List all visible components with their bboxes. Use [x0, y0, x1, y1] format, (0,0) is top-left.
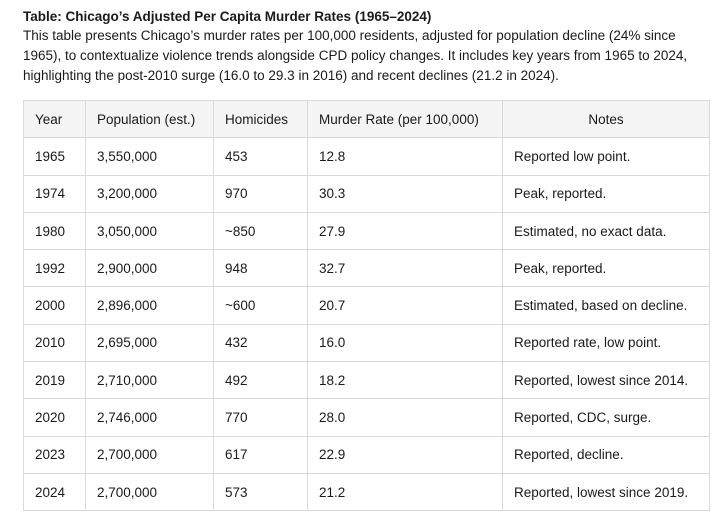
- table-title: Table: Chicago’s Adjusted Per Capita Murder Rates (1965–2024): [23, 9, 432, 24]
- cell-murder-rate: 27.9: [308, 212, 503, 249]
- cell-notes: Estimated, no exact data.: [503, 212, 710, 249]
- table-row: [24, 287, 710, 324]
- cell-year: 1992: [24, 250, 86, 287]
- table-row: [24, 138, 710, 175]
- header-population: Population (est.): [86, 101, 214, 138]
- cell-homicides: 617: [214, 436, 308, 473]
- cell-murder-rate: 32.7: [308, 250, 503, 287]
- cell-population: 3,550,000: [86, 138, 214, 175]
- table-row: [24, 324, 710, 361]
- cell-murder-rate: 21.2: [308, 473, 503, 510]
- cell-notes: Estimated, based on decline.: [503, 287, 710, 324]
- cell-population: 2,896,000: [86, 287, 214, 324]
- cell-notes: Peak, reported.: [503, 250, 710, 287]
- table-row: [24, 399, 710, 436]
- cell-population: 3,050,000: [86, 212, 214, 249]
- table-row: [24, 212, 710, 249]
- cell-population: 2,695,000: [86, 324, 214, 361]
- table-row: [24, 436, 710, 473]
- cell-population: 3,200,000: [86, 175, 214, 212]
- cell-year: 1974: [24, 175, 86, 212]
- cell-year: 2020: [24, 399, 86, 436]
- cell-population: 2,900,000: [86, 250, 214, 287]
- cell-homicides: 948: [214, 250, 308, 287]
- table-row: [24, 362, 710, 399]
- cell-notes: Reported rate, low point.: [503, 324, 710, 361]
- header-murder-rate: Murder Rate (per 100,000): [308, 101, 503, 138]
- cell-year: 1980: [24, 212, 86, 249]
- cell-murder-rate: 30.3: [308, 175, 503, 212]
- cell-murder-rate: 28.0: [308, 399, 503, 436]
- cell-population: 2,710,000: [86, 362, 214, 399]
- header-homicides: Homicides: [214, 101, 308, 138]
- cell-population: 2,746,000: [86, 399, 214, 436]
- cell-homicides: 453: [214, 138, 308, 175]
- murder-rate-table: [23, 100, 710, 511]
- cell-notes: Reported, CDC, surge.: [503, 399, 710, 436]
- cell-murder-rate: 20.7: [308, 287, 503, 324]
- cell-homicides: 432: [214, 324, 308, 361]
- cell-murder-rate: 18.2: [308, 362, 503, 399]
- cell-notes: Reported low point.: [503, 138, 710, 175]
- cell-year: 1965: [24, 138, 86, 175]
- table-description: This table presents Chicago’s murder rates per 100,000 residents, adjusted for population decline (24% since 1965), to contextualize violence trends alongside CPD policy changes. It includes key years from 1965 to 2024, highlighting the post-2010 surge (16.0 to 29.3 in 2016) and recent declines (21.2 in 2024).: [23, 28, 688, 83]
- cell-notes: Reported, decline.: [503, 436, 710, 473]
- cell-homicides: 492: [214, 362, 308, 399]
- cell-notes: Reported, lowest since 2014.: [503, 362, 710, 399]
- cell-notes: Reported, lowest since 2019.: [503, 473, 710, 510]
- cell-year: 2024: [24, 473, 86, 510]
- cell-homicides: 573: [214, 473, 308, 510]
- table-row: [24, 175, 710, 212]
- header-notes: Notes: [503, 101, 710, 138]
- cell-murder-rate: 16.0: [308, 324, 503, 361]
- cell-year: 2023: [24, 436, 86, 473]
- header-year: Year: [24, 101, 86, 138]
- cell-year: 2000: [24, 287, 86, 324]
- table-row: [24, 250, 710, 287]
- cell-homicides: ~850: [214, 212, 308, 249]
- cell-population: 2,700,000: [86, 473, 214, 510]
- cell-murder-rate: 12.8: [308, 138, 503, 175]
- cell-population: 2,700,000: [86, 436, 214, 473]
- cell-year: 2019: [24, 362, 86, 399]
- cell-homicides: 770: [214, 399, 308, 436]
- cell-homicides: ~600: [214, 287, 308, 324]
- cell-homicides: 970: [214, 175, 308, 212]
- cell-notes: Peak, reported.: [503, 175, 710, 212]
- table-header-row: [24, 101, 710, 138]
- table-row: [24, 473, 710, 510]
- cell-murder-rate: 22.9: [308, 436, 503, 473]
- cell-year: 2010: [24, 324, 86, 361]
